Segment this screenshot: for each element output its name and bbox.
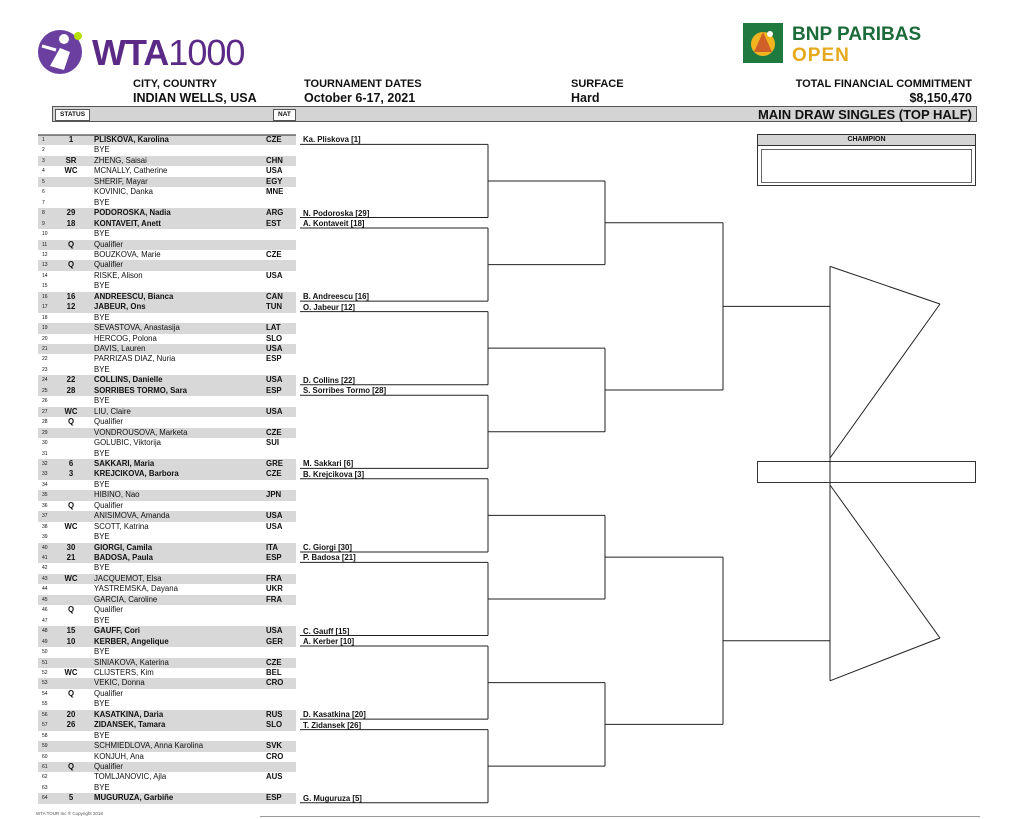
player-name: BYE bbox=[94, 448, 110, 458]
player-name: ZHENG, Saisai bbox=[94, 155, 147, 165]
player-nat: CZE bbox=[266, 427, 282, 437]
seed-status: 5 bbox=[68, 793, 74, 803]
draw-position: 1 bbox=[42, 137, 45, 143]
draw-position: 9 bbox=[42, 220, 45, 227]
player-nat: CZE bbox=[266, 135, 282, 144]
draw-position: 61 bbox=[42, 764, 48, 770]
player-name: DAVIS, Lauren bbox=[94, 344, 146, 353]
draw-position: 23 bbox=[42, 366, 48, 373]
player-name: KASATKINA, Daria bbox=[94, 709, 164, 719]
round1-winner: Ka. Pliskova [1] bbox=[303, 135, 361, 145]
semi-diag-3 bbox=[830, 485, 940, 638]
round1-winner: B. Krejcikova [3] bbox=[303, 469, 365, 479]
draw-position: 8 bbox=[42, 210, 45, 217]
seed-status: WC bbox=[64, 521, 78, 531]
draw-position: 36 bbox=[42, 502, 48, 509]
player-nat: ESP bbox=[266, 553, 282, 562]
draw-position: 46 bbox=[42, 607, 48, 614]
seed-status: 10 bbox=[66, 636, 76, 646]
wta-logo-bold: WTA bbox=[92, 32, 169, 73]
player-name: Qualifier bbox=[94, 762, 124, 771]
draw-position: 24 bbox=[42, 377, 48, 384]
player-name: KERBER, Angelique bbox=[94, 636, 169, 646]
draw-position: 5 bbox=[42, 178, 45, 185]
round1-winner: O. Jabeur [12] bbox=[303, 302, 355, 312]
player-name: BYE bbox=[94, 281, 110, 291]
player-name: BYE bbox=[94, 647, 110, 657]
player-nat: EST bbox=[266, 218, 282, 228]
player-nat: CZE bbox=[266, 249, 282, 259]
player-name: BYE bbox=[94, 396, 110, 406]
round1-winner: C. Gauff [15] bbox=[303, 626, 350, 636]
champion-label: CHAMPION bbox=[758, 135, 975, 146]
draw-position: 28 bbox=[42, 419, 48, 426]
player-name: BYE bbox=[94, 479, 110, 489]
player-name: Qualifier bbox=[94, 500, 124, 510]
money-value: $8,150,470 bbox=[909, 91, 972, 105]
player-nat: USA bbox=[266, 270, 283, 280]
round1-winner: M. Sakkari [6] bbox=[303, 459, 354, 469]
seed-status: 16 bbox=[66, 291, 76, 301]
player-nat: FRA bbox=[266, 573, 283, 583]
player-nat: MNE bbox=[266, 187, 284, 197]
draw-position: 56 bbox=[42, 711, 48, 718]
round1-winner: N. Podoroska [29] bbox=[303, 208, 370, 218]
player-name: ANDREESCU, Bianca bbox=[94, 291, 174, 301]
seed-status: 22 bbox=[66, 375, 76, 385]
draw-position: 29 bbox=[42, 429, 48, 436]
draw-position: 20 bbox=[42, 335, 48, 342]
bnp-line2: OPEN bbox=[792, 45, 850, 66]
footer-copyright: WTA TOUR Inc ® Copyright 2018 bbox=[36, 811, 103, 816]
player-name: PLISKOVA, Karolina bbox=[94, 135, 169, 144]
money-label: TOTAL FINANCIAL COMMITMENT bbox=[795, 78, 972, 90]
player-name: BYE bbox=[94, 197, 110, 207]
draw-position: 39 bbox=[42, 534, 48, 541]
draw-position: 10 bbox=[42, 231, 48, 238]
player-name: BYE bbox=[94, 563, 110, 573]
player-name: PODOROSKA, Nadia bbox=[94, 208, 171, 218]
player-name: SHERIF, Mayar bbox=[94, 176, 148, 186]
seed-status: Q bbox=[67, 260, 75, 270]
status-col-label: STATUS bbox=[55, 109, 90, 121]
draw-position: 14 bbox=[42, 272, 48, 279]
seed-status: 3 bbox=[68, 469, 74, 479]
draw-position: 32 bbox=[42, 460, 48, 467]
draw-position: 43 bbox=[42, 575, 48, 582]
draw-position: 53 bbox=[42, 680, 48, 687]
draw-position: 30 bbox=[42, 440, 48, 447]
draw-position: 64 bbox=[42, 795, 48, 802]
player-name: SCOTT, Katrina bbox=[94, 521, 149, 531]
draw-position: 55 bbox=[42, 701, 48, 708]
player-name: BYE bbox=[94, 145, 110, 155]
draw-position: 13 bbox=[42, 262, 48, 269]
player-name: KONJUH, Ana bbox=[94, 751, 144, 761]
player-nat: USA bbox=[266, 521, 283, 531]
player-name: BYE bbox=[94, 782, 110, 792]
draw-position: 44 bbox=[42, 586, 48, 593]
seed-status: Q bbox=[67, 762, 75, 771]
seed-status: WC bbox=[64, 573, 78, 583]
nat-col-label: NAT bbox=[273, 109, 296, 121]
round1-winner: A. Kontaveit [18] bbox=[303, 219, 365, 228]
player-name: SORRIBES TORMO, Sara bbox=[94, 385, 188, 395]
player-name: CLIJSTERS, Kim bbox=[94, 667, 154, 677]
draw-title: MAIN DRAW SINGLES (TOP HALF) bbox=[757, 107, 972, 122]
player-name: BYE bbox=[94, 312, 110, 322]
dates-value: October 6-17, 2021 bbox=[304, 91, 416, 105]
player-name: PARRIZAS DIAZ, Nuria bbox=[94, 354, 176, 364]
draw-position: 45 bbox=[42, 596, 48, 603]
player-nat: RUS bbox=[266, 709, 283, 719]
player-nat: TUN bbox=[266, 302, 283, 312]
draw-position: 22 bbox=[42, 356, 48, 363]
player-name: GARCIA, Caroline bbox=[94, 594, 158, 604]
draw-position: 57 bbox=[42, 722, 48, 729]
seed-status: Q bbox=[67, 417, 75, 427]
player-name: Qualifier bbox=[94, 605, 124, 615]
player-name: SAKKARI, Maria bbox=[94, 458, 155, 468]
seed-status: 21 bbox=[66, 553, 76, 562]
draw-position: 62 bbox=[42, 774, 48, 781]
seed-status: 30 bbox=[66, 542, 76, 552]
player-name: HIBINO, Nao bbox=[94, 490, 140, 500]
player-nat: GRE bbox=[266, 458, 283, 468]
player-name: TOMLJANOVIC, Ajla bbox=[94, 772, 167, 782]
player-nat: GER bbox=[266, 636, 283, 646]
player-nat: SUI bbox=[266, 438, 279, 448]
player-nat: ESP bbox=[266, 385, 282, 395]
draw-position: 15 bbox=[42, 283, 48, 290]
player-name: JACQUEMOT, Elsa bbox=[94, 573, 162, 583]
seed-status: SR bbox=[65, 155, 77, 165]
round1-winner: D. Kasatkina [20] bbox=[303, 710, 366, 720]
player-name: VONDROUSOVA, Marketa bbox=[94, 427, 188, 437]
player-name: BYE bbox=[94, 730, 110, 740]
wta-logo-light: 1000 bbox=[168, 32, 245, 73]
player-nat: SVK bbox=[266, 741, 283, 751]
draw-position: 27 bbox=[42, 408, 48, 415]
seed-status: WC bbox=[64, 166, 78, 176]
player-name: MUGURUZA, Garbiñe bbox=[94, 793, 174, 803]
seed-status: 28 bbox=[66, 385, 76, 395]
draw-position: 38 bbox=[42, 523, 48, 530]
player-nat: USA bbox=[266, 511, 283, 521]
player-name: MCNALLY, Catherine bbox=[94, 166, 168, 176]
round1-winner: G. Muguruza [5] bbox=[303, 793, 362, 803]
semi-diag-4 bbox=[830, 638, 940, 681]
draw-position: 26 bbox=[42, 398, 48, 405]
draw-position: 12 bbox=[42, 251, 48, 258]
player-nat: ESP bbox=[266, 793, 282, 803]
draw-position: 52 bbox=[42, 669, 48, 676]
player-nat: CAN bbox=[266, 291, 283, 301]
seed-status: Q bbox=[67, 688, 75, 698]
draw-position: 40 bbox=[42, 544, 48, 551]
player-nat: ITA bbox=[266, 542, 278, 552]
seed-status: Q bbox=[67, 605, 75, 615]
bnp-line1: BNP PARIBAS bbox=[792, 24, 922, 45]
player-name: KOVINIC, Danka bbox=[94, 187, 153, 197]
player-nat: LAT bbox=[266, 323, 281, 333]
player-name: COLLINS, Danielle bbox=[94, 375, 163, 385]
draw-position: 7 bbox=[42, 199, 45, 206]
player-name: SEVASTOVA, Anastasija bbox=[94, 323, 180, 333]
player-nat: ARG bbox=[266, 208, 284, 218]
player-name: HERCOG, Polona bbox=[94, 333, 157, 343]
city-label: CITY, COUNTRY bbox=[133, 78, 217, 90]
draw-position: 18 bbox=[42, 314, 48, 321]
player-nat: USA bbox=[266, 344, 283, 353]
player-nat: FRA bbox=[266, 594, 283, 604]
dates-label: TOURNAMENT DATES bbox=[304, 78, 422, 90]
player-nat: JPN bbox=[266, 490, 282, 500]
draw-position: 48 bbox=[42, 628, 48, 635]
seed-status: 18 bbox=[66, 218, 76, 228]
seed-status: 1 bbox=[68, 135, 74, 144]
draw-position: 37 bbox=[42, 513, 48, 520]
seed-status: 26 bbox=[66, 720, 76, 730]
surface-label: SURFACE bbox=[571, 78, 624, 90]
round1-winner: S. Sorribes Tormo [28] bbox=[303, 386, 387, 396]
draw-position: 3 bbox=[42, 157, 45, 164]
player-nat: USA bbox=[266, 375, 283, 385]
player-nat: SLO bbox=[266, 720, 283, 730]
player-name: ZIDANSEK, Tamara bbox=[94, 720, 166, 730]
seed-status: 29 bbox=[66, 208, 76, 218]
draw-position: 41 bbox=[42, 555, 48, 561]
seed-status: 6 bbox=[68, 458, 74, 468]
draw-position: 11 bbox=[42, 241, 48, 248]
footer-rule bbox=[260, 816, 980, 817]
draw-position: 31 bbox=[42, 450, 48, 457]
player-name: GAUFF, Cori bbox=[94, 626, 140, 636]
semi-diag-1 bbox=[830, 266, 940, 304]
player-name: GOLUBIC, Viktorija bbox=[94, 438, 162, 448]
draw-position: 60 bbox=[42, 753, 48, 760]
city-value: INDIAN WELLS, USA bbox=[133, 91, 257, 105]
player-name: GIORGI, Camila bbox=[94, 542, 153, 552]
draw-position: 19 bbox=[42, 325, 48, 332]
player-name: VEKIC, Donna bbox=[94, 678, 145, 688]
draw-position: 42 bbox=[42, 565, 48, 572]
player-nat: CZE bbox=[266, 469, 282, 479]
draw-position: 58 bbox=[42, 732, 48, 739]
player-nat: CRO bbox=[266, 751, 284, 761]
player-nat: USA bbox=[266, 626, 283, 636]
draw-position: 25 bbox=[42, 387, 48, 394]
player-name: JABEUR, Ons bbox=[94, 302, 146, 312]
player-nat: USA bbox=[266, 166, 283, 176]
seed-status: 15 bbox=[66, 626, 76, 636]
player-name: Qualifier bbox=[94, 417, 124, 427]
player-name: ANISIMOVA, Amanda bbox=[94, 511, 170, 521]
player-nat: BEL bbox=[266, 667, 282, 677]
draw-position: 63 bbox=[42, 784, 48, 791]
seed-status: 20 bbox=[66, 709, 76, 719]
round1-winner: P. Badosa [21] bbox=[303, 553, 356, 563]
surface-value: Hard bbox=[571, 91, 600, 105]
seed-status: Q bbox=[67, 239, 75, 249]
player-name: Qualifier bbox=[94, 688, 124, 698]
player-name: BYE bbox=[94, 364, 110, 374]
draw-position: 49 bbox=[42, 638, 48, 645]
player-name: BYE bbox=[94, 699, 110, 709]
player-nat: EGY bbox=[266, 176, 283, 186]
draw-position: 50 bbox=[42, 649, 48, 656]
player-nat: AUS bbox=[266, 772, 283, 782]
player-nat: SLO bbox=[266, 333, 283, 343]
player-name: BYE bbox=[94, 229, 110, 239]
player-name: SINIAKOVA, Katerina bbox=[94, 657, 169, 667]
player-nat: CZE bbox=[266, 657, 282, 667]
draw-position: 51 bbox=[42, 659, 48, 666]
draw-position: 6 bbox=[42, 189, 45, 196]
seed-status: Q bbox=[67, 500, 75, 510]
draw-position: 47 bbox=[42, 617, 48, 624]
player-name: Qualifier bbox=[94, 239, 124, 249]
round1-winner: D. Collins [22] bbox=[303, 375, 355, 385]
player-name: BADOSA, Paula bbox=[94, 553, 153, 562]
player-name: SCHMIEDLOVA, Anna Karolina bbox=[94, 741, 204, 751]
semi-diag-2 bbox=[830, 304, 940, 458]
round1-winner: A. Kerber [10] bbox=[303, 637, 355, 646]
player-name: Qualifier bbox=[94, 260, 124, 270]
draw-position: 34 bbox=[42, 481, 48, 488]
player-nat: CHN bbox=[266, 155, 283, 165]
player-name: RISKE, Alison bbox=[94, 270, 143, 280]
player-nat: CRO bbox=[266, 678, 284, 688]
draw-position: 2 bbox=[42, 147, 45, 154]
draw-position: 17 bbox=[42, 304, 48, 311]
draw-position: 35 bbox=[42, 492, 48, 499]
round1-winner: C. Giorgi [30] bbox=[303, 542, 352, 552]
player-name: BYE bbox=[94, 615, 110, 625]
draw-position: 33 bbox=[42, 471, 48, 478]
player-nat: UKR bbox=[266, 584, 283, 594]
draw-position: 54 bbox=[42, 690, 48, 697]
player-name: BYE bbox=[94, 532, 110, 542]
seed-status: WC bbox=[64, 406, 78, 416]
player-name: YASTREMSKA, Dayana bbox=[94, 584, 178, 594]
draw-position: 59 bbox=[42, 743, 48, 750]
round1-winner: T. Zidansek [26] bbox=[303, 720, 362, 730]
player-name: KREJCIKOVA, Barbora bbox=[94, 469, 179, 479]
draw-position: 4 bbox=[42, 168, 45, 175]
round1-winner: B. Andreescu [16] bbox=[303, 292, 370, 302]
player-nat: ESP bbox=[266, 354, 282, 364]
draw-position: 21 bbox=[42, 346, 48, 352]
seed-status: WC bbox=[64, 667, 78, 677]
seed-status: 12 bbox=[66, 302, 76, 312]
player-nat: USA bbox=[266, 406, 283, 416]
player-name: BOUZKOVA, Marie bbox=[94, 249, 161, 259]
draw-position: 16 bbox=[42, 293, 48, 300]
player-name: KONTAVEIT, Anett bbox=[94, 218, 161, 228]
player-name: LIU, Claire bbox=[94, 406, 131, 416]
